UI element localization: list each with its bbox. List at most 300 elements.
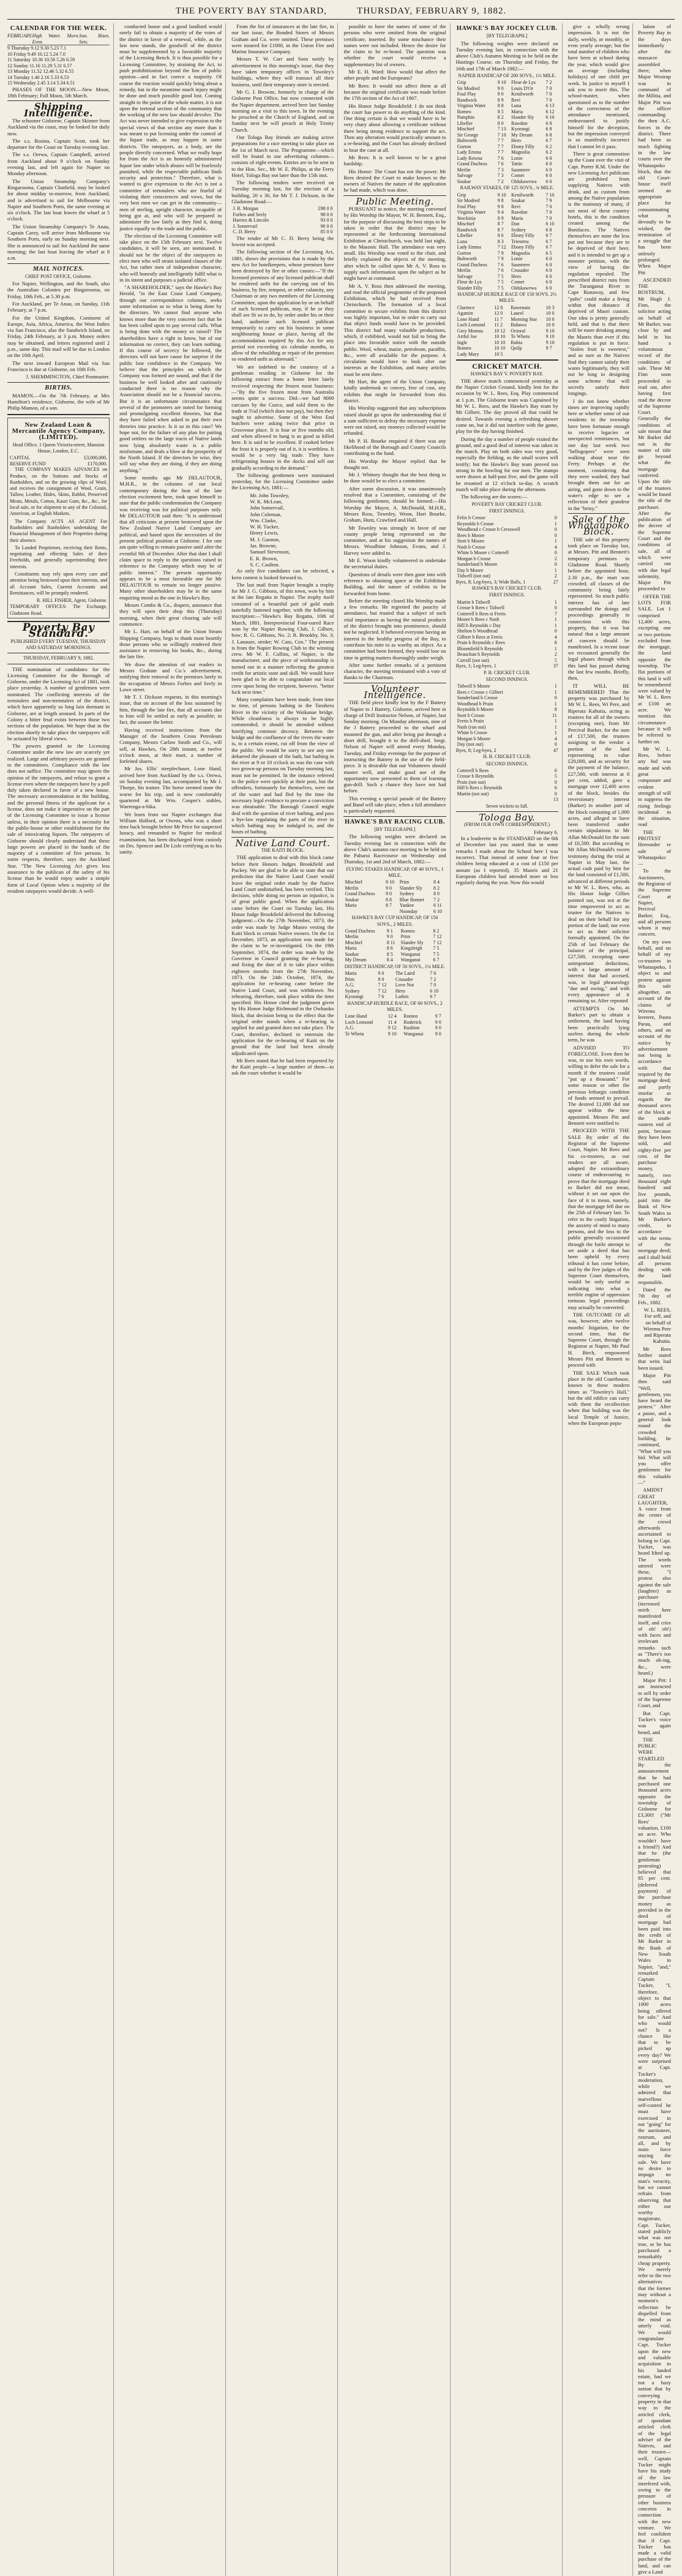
article-para: Many complaints have been made, from time to time, of persons bathing in the Taruheru River in the vicinity of the Waikanae bridge. While cleanliness is always to be highly commended, it should be attended without horrifying common decency. Between the bridge and the confluence of the rivers the water is, to a certain extent, cut off from the view of the public. We would be sorry to see any one debarred the pleasure of the bath, but bathing in the river at 9 or 10 o'clock as was the case with two grown-up persons on Tuesday morning last, must not be permitted. In the instance referred to the police were quickly at their post, but the offenders, fortunately for themselves, were out of the water and had fled by the time the necessary legal evidence to procure a conviction was obtainable. The Borough Council might deal with the question of river bathing, and pass a bye-law regulating the parts of the river in which bathing may be indulged in, and the hours of bathing. bbox=[231, 696, 334, 835]
shipping-item: The s.s. Rosina, Captain Scott, took her departure for the Coast on Tuesday evening last. bbox=[7, 137, 110, 151]
column-6b bbox=[638, 23, 671, 2576]
race-title: NAPIER HANDICAP OF 200 SOVS., 1½ MILE. bbox=[458, 73, 556, 79]
table-cell: Prain (not out) bbox=[457, 779, 486, 785]
table-row bbox=[456, 250, 558, 257]
table-row bbox=[456, 527, 558, 533]
calendar-heading: CALENDAR FOR THE WEEK. bbox=[10, 25, 107, 32]
table-cell: Ingle bbox=[457, 339, 468, 345]
table-row bbox=[456, 204, 558, 210]
table-cell: Comet bbox=[511, 173, 525, 179]
article-para: "A SHAREHOLDER," says the Hawke's Bay Herald, "in the East Coast Land Company, through our correspondence columns, seeks some information as to what is being done by the directors. We cannot find anyone who knows more than the very concrete fact that he has been called upon to pay several calls. What is being done with the money so raised? The shareholders have a right to know, but of our information no correct, they can learn nothing. If this course of secrecy be followed, the directors will not have cause for surprise if the public lose confidence in the Company. We believe that the principles on which the Company was formed are sound, and that if the business be well looked after and cautiously conducted there is no reason why the Association should not be a financial success. But it is an unfortunate circumstance that several of the promoters are noted for forming and promulgating excellent theories, but that they have failed when asked to put their own theories into practice. Is it so in this case? We hope not, for the failure of any plan for putting good settlers on the large tracts of Native lands now lying absolutely waste is a public misfortune, and deals a blow at the prosperity of the North Island. If the directors be wise, they will say what they are doing, if they are doing anything." bbox=[119, 284, 222, 473]
table-row bbox=[456, 322, 558, 328]
column-1 bbox=[7, 23, 114, 2576]
list-item: Mr. John Townley, bbox=[250, 492, 290, 498]
table-cell: Revi bbox=[511, 203, 521, 209]
article-para: But Capt. Tucker's voice was again heard, and bbox=[638, 1710, 671, 1735]
volunteer-heading: Volunteer Intelligence. bbox=[364, 683, 426, 700]
column-6 bbox=[568, 23, 675, 2576]
article-para: Mr Jos. Ellis' steeplechaser, Lone Hand, arrived here from Auckland by the s.s. Orewa, on Sunday evening last, accompanied by Mr J. Thorpe, his trainer. The horse seemed none the worse for his trip, and is now comfortably quartered at Mr Wm. Cooper's stables, Waerenga-a-hika. bbox=[119, 765, 222, 810]
table-cell: Tidwell (not out) bbox=[457, 573, 490, 579]
table-cell: 0 bbox=[554, 779, 557, 785]
table-cell: 10 10 bbox=[494, 339, 506, 345]
calendar-head-sun: Sun. Rises. Sets. bbox=[79, 33, 110, 45]
score-table bbox=[456, 683, 558, 748]
article-para: conducted house and a good landlord would rarely fail to obtain a majority of the votes of the district in favor of a renewal, while, as the law now stands, the goodwill of the district must be supplemented by a favorable majority of the Licensing Bench. It is thus possible for a Licensing Committee, by straining the Act, to push prohibitionism beyond the line of public opinion—and in fact coerce a majority. Of course the reaction would quickly bring about a remedy, but in the meantime much injury might be done and much possible good lost. Coming straight to the point of the whole matter, it is not upon the teetotal section of the community that the working of the new law should devolve. The Act was never intended to give expression to the special views of that section any more than it was meant to put licensing under the control of the liquor trade, as may happen in some districts. The ratepayers, as a body, are the people directly concerned. What we really hope for from the Act is an honestly administered liquor law under which abuses will be fearlessly punished, while the respectable publican finds security and protection." Therefore, what is wanted to give expression to the Act is not a committee of teetotalers who are fearful of violating their consciences and vows, but the very best men we can get in the community—men of sterling, upright character, incapable of being got at, and who will be prepared to administer the law fairly as they find it, doing justice equally to the trade and the public. bbox=[119, 23, 222, 231]
score-table bbox=[456, 599, 558, 664]
table-row bbox=[456, 167, 558, 173]
paper-title: Poverty Bay Standard. bbox=[22, 621, 95, 640]
table-cell: Ebony Filly bbox=[511, 244, 534, 250]
table-cell: Woodhead c Crosse b Cresswell bbox=[457, 527, 520, 533]
table-row bbox=[456, 179, 558, 185]
table-row: A.G. 7 12 Love Not 7 0 bbox=[345, 982, 437, 988]
total: 47 bbox=[553, 747, 558, 753]
article-para: Before the meeting closed His Worship made a few remarks. He regretted the paucity of attendance, but trusted that a subject of such vital importance as having the natural products of the district brought into prominence, should not be neglected. It behoved everyone having an interest in the healthy progress of the Bay, to contribute his mite to as worthy an object. As a committee had been formed, they would lose no time in getting matters thoroughly under weigh. bbox=[343, 597, 446, 661]
table-row bbox=[456, 550, 558, 556]
table-cell: 6 8 bbox=[545, 132, 552, 138]
article-para: We learn from our Napier exchanges that William Halford, or Owens, who was a short time back brought before Mr Price for suspected lunacy, and remanded to Napier for medical examination, has been discharged from custody on Drs. Spencer and De Lisle certifying as to his sanity. bbox=[119, 811, 222, 855]
table-cell: Nash (run out) bbox=[457, 724, 486, 730]
table-row bbox=[456, 233, 558, 239]
article-para: Mr W. L. Rees, before any bid was made and with great composure and evident strength of will to suppress the rising feelings incidental to the situation, read bbox=[638, 745, 671, 828]
table-row bbox=[456, 351, 558, 358]
list-item: M. J. Gannon, bbox=[250, 536, 280, 543]
article-para: PURSUANT to notice, the meeting convened by His Worship the Mayor, W. H. Bennett, Esq., for the purpose of discussing the best steps to be taken in order that the district may be represented at the forthcoming International Exhibition at Christchurch, was held last night, in the Masonic Hall. The attendance was very small. His Worship was voted to the chair, and briefly explained the objects of the meeting, after which he called upon Mr A. V. Ross to supply such information upon the subject as he might have at command. bbox=[343, 206, 446, 282]
article-para: The following section of the Licensing Act, 1881, shows the provisions that is made by the new Act for hotelkeepers, whose premises have been destroyed by fire or other causes:—"If the licensed premises of any licensed publican shall be rendered unfit for the carrying out of his business, by fire, tempest, or other calamity, any Chairman or any two members of the Licensing Committee, upon the application by or on behalf of such licensed publican, may, if he or they shall see fit so to do, by order under his or their hand, authorize such licensed publican temporarily to carry on his business in some neighbouring house or place, having all the accommodation required by this Act for any period not exceeding six calendar months, to allow of the rebuilding or repair of the premises so rendered unfit as aforesaid." bbox=[231, 249, 334, 362]
table-cell: Te Whetu bbox=[511, 334, 530, 340]
table-cell: Stockinia bbox=[457, 215, 476, 221]
article-para: Mr Rees further stated that writs had been issued. bbox=[638, 1345, 671, 1371]
table-row bbox=[456, 305, 558, 311]
article-para: ADVISED TO FORECLOSE. Even then he was, to use his own words, willing to defer the sale for a month if the trustees could "put up a thousand." For some reason or other the previous lethargic condition of funds seemed to prevail. The desired £1,000 did not appear within the time appointed. Messrs Pitt and Bennett were notified to bbox=[568, 1044, 630, 1127]
table-cell: 9 4 bbox=[497, 209, 504, 216]
table-row: Mischief 8 11 Slander Sly 7 12 bbox=[345, 939, 442, 945]
table-cell: 9 8 bbox=[497, 198, 504, 204]
table-cell: 7 12 bbox=[497, 244, 506, 250]
innings-title: HAWKE'S BAY CRICKET CLUB. bbox=[472, 585, 542, 591]
table-row: Merlin 9 0 Slander Sly 8 2 bbox=[345, 885, 440, 891]
list-item: E. K. Brown, bbox=[250, 555, 278, 561]
table-cell: Grand Duchess bbox=[457, 261, 487, 268]
table-cell: Romeo bbox=[457, 345, 471, 351]
table-cell: 6 0 bbox=[545, 273, 552, 279]
table-cell bbox=[545, 351, 558, 358]
table-cell: 7 0 bbox=[545, 209, 552, 216]
list-item: W. K. McLean, bbox=[250, 498, 283, 505]
table-cell: Revi bbox=[511, 97, 521, 103]
table-cell: Foul Play bbox=[457, 203, 476, 209]
table-row bbox=[456, 144, 558, 150]
table-cell: 6 0 bbox=[545, 279, 552, 285]
race-title: HAWKE'S BAY CUP HANDICAP, OF 150 SOVS., 2 MILES. bbox=[351, 915, 438, 927]
table-cell: 1 bbox=[554, 617, 557, 623]
article-para: Messrs Combs & Co., drapers, announce that they will open their shop this (Thursday) morning, when their great clearing sale will commence. bbox=[119, 602, 222, 627]
table-row: Lone Hand 12 4 Romeo 9 7 bbox=[345, 1013, 441, 1020]
race-title: DISTRICT HANDICAP, OF 50 SOVS., 1¼ MILE. bbox=[344, 963, 446, 969]
table-cell: Bultworth bbox=[457, 256, 478, 262]
table-cell: 7 9 bbox=[497, 250, 504, 256]
table-cell: Grip bbox=[457, 80, 467, 86]
table-cell: 7 6 bbox=[497, 261, 504, 268]
table-row: A.G. 9 12 Rushine 9 0 bbox=[345, 1025, 441, 1031]
table-row: J. R. Morgan £98 0 0 bbox=[233, 206, 333, 212]
table-cell: Agamin bbox=[457, 310, 473, 317]
table-cell: 6 7 bbox=[545, 244, 552, 250]
article-para: On my own behalf, and on behalf of my co-trustees in Whataupoko, I object to and protest against this sale altogether, on account of the claims of Wiremu Ieretere, Paora Parau, and others, and on account of the notice by advertisement not being in accordance with that required by the mortgage deed; and partly insofar as regards the thousand acres of the block at the south-eastern end of point, because they have been sold, and eighty-five per cent. of the purchase money, namely, two thousand eight hundred and five pounds, paid into the Bank of New South Wales to Mr Barker's credit, in accordance with the terms of the mortgage deed; and I shall hold all persons dealing with the land responsible. bbox=[638, 938, 671, 1285]
table-row bbox=[456, 611, 558, 617]
table-cell: Prain b Reynolds c Rees bbox=[457, 640, 505, 646]
table-row bbox=[456, 652, 558, 658]
table-cell: 6 0 bbox=[545, 178, 552, 184]
article-para: His Honor: The Court has not the power. Mr Rees desired the Court to make known to the owners of Natives the nature of the application he had made, which was done. bbox=[343, 168, 446, 193]
table-cell: Martin (not out) bbox=[457, 790, 489, 797]
cricket-sub: HAWKE'S BAY V. POVERTY BAY. bbox=[470, 370, 544, 377]
table-cell: 7 10 bbox=[545, 192, 555, 198]
table-cell: 0 bbox=[554, 790, 557, 797]
table-cell: Luna bbox=[511, 103, 522, 109]
table-cell: 6 2 bbox=[545, 149, 552, 156]
table-row bbox=[456, 538, 558, 544]
column-6a bbox=[568, 23, 633, 2576]
table-cell: Lady Mary bbox=[457, 351, 479, 357]
table-row bbox=[456, 599, 558, 606]
table-row bbox=[456, 521, 558, 527]
article-para: THE above match commenced yesterday at the Napier Cricket Ground, kindly lent for the occasion by W. L. Rees, Esq. Play commenced at 1 p.m. The Gisborne team was Captained by Mr W. L. Rees, and the Hawke's Bay team by Mr Gilbert. The day proved all that could be desired. Towards evening a refreshing shower came on, but it did not interfere with the game, play for the day having finished. bbox=[455, 377, 558, 435]
table-cell: Maria bbox=[511, 108, 523, 115]
article-para: The following weights were declared on Tuesday evening last in connection with the above Club's autumn race meeting to be held on the Paharui Racecourse on Wednesday and Thursday, 1st and 2nd of March, 1882:— bbox=[343, 833, 446, 865]
table-row bbox=[456, 730, 558, 736]
race-title: FLYING STAKES HANDICAP, OF 40 SOVS., 1 MILE. bbox=[346, 866, 444, 878]
table-row bbox=[456, 256, 558, 262]
table-cell: 9 0 bbox=[497, 91, 504, 97]
shipping-item: The schooner Gisborne, Captain Skinner from Auckland via the coast, may be looked for daily now. bbox=[7, 117, 110, 137]
table-cell: Dan bbox=[511, 221, 520, 227]
table-cell: Tidwell b Moore bbox=[457, 683, 490, 689]
hb-jockey-sub: [BY TELEGRAPH.] bbox=[486, 33, 528, 39]
table-cell: 4 bbox=[554, 544, 557, 550]
table-cell: Moore b Rees c Nash bbox=[457, 617, 500, 623]
tenders-table bbox=[231, 206, 334, 235]
column-2 bbox=[119, 23, 226, 2576]
article-para: Major Pitt: I am instructed to sell by order of the Supreme Court, and bbox=[638, 1677, 671, 1709]
table-row: Grand Duchess 9 1 Romeo 8 2 bbox=[345, 928, 440, 934]
table-row bbox=[456, 268, 558, 274]
table-row bbox=[456, 736, 558, 742]
article-para: From the list of insurances at the late fire, in our last issue, the Bonded Stores of Messrs Graham and Co. were omitted. These premises were insured for £1000, in the Union Fire and Marine Insurance Company. bbox=[231, 23, 334, 55]
table-cell: 1 bbox=[554, 724, 557, 730]
tologa-sub: (FROM OUR OWN CORRESPONDENT.) bbox=[464, 822, 550, 828]
table-cell: Sir Modred bbox=[457, 198, 480, 204]
article-para: The following tenders were received on Tuesday morning last, for the erection of a building, 20 x 30, for Mr T. J. Dickson, in the Gladstone Road:— bbox=[231, 179, 334, 205]
table-row bbox=[456, 340, 558, 346]
table-cell: 7 0 bbox=[545, 85, 552, 91]
article-para: Dated the 7th day of Feb., 1882. bbox=[638, 1286, 671, 1305]
table-cell: 9 10 bbox=[545, 334, 555, 340]
table-cell: 6 0 bbox=[545, 167, 552, 173]
score-table bbox=[456, 515, 558, 579]
table-cell: Artful Joe bbox=[457, 334, 477, 340]
table-row bbox=[456, 121, 558, 127]
table-row bbox=[456, 605, 558, 611]
table-cell: 4 bbox=[554, 735, 557, 742]
article-para: To the Auctioneers, the Registrar of the Supreme Court at Napier, Percival Barker, Esq., and all persons whom it may concern. bbox=[638, 868, 671, 937]
table-cell: Libeller bbox=[457, 120, 473, 126]
table-row bbox=[456, 742, 558, 748]
leader-para: THE nomination of candidates for the Licensing Committee for the Borough of Gisborne, under the Licensing Act of 1881, took place yesterday. A number of gentlemen were nominated. The conflicting interests of the teetotalers and non-teetotalers of the district, which have apparently so long lain dormant in Gisborne, are at length aroused. In parts of the Colony a bitter feud exists between those two sections of the population. We hope that in the election shortly to take place the ratepayers will be actuated by liberal views. bbox=[7, 666, 110, 742]
table-cell: 8 5 bbox=[497, 108, 504, 115]
table-cell: Maria bbox=[511, 215, 523, 221]
table-row: Grand Duchess 9 0 Sydney 8 0 bbox=[345, 891, 440, 897]
table-cell: 6 2 bbox=[545, 143, 552, 149]
moon-phases: PHASES OF THE MOON.—New Moon, 18th February; Full Moon, 5th March. bbox=[7, 86, 110, 99]
table-cell: Ebony Filly bbox=[511, 233, 534, 239]
table-cell: Laurel bbox=[511, 310, 524, 317]
table-cell: 7 13 bbox=[497, 126, 506, 132]
table-cell: 7 3 bbox=[497, 167, 504, 173]
table-cell: 7 3 bbox=[497, 173, 504, 179]
table-cell: Hero bbox=[511, 273, 521, 279]
article-para: After some discussion, it was unanimously resolved that a Committee, consisting of the following gentlemen, should be formed:—His Worship the Mayor, A. McDonald, M.H.R., Messrs Ross, Townley, Woon, Hart Bourke, Graham, Hunt, Crawford and Hall. bbox=[343, 485, 446, 524]
table-cell: 0 bbox=[554, 532, 557, 538]
table-row bbox=[456, 192, 558, 198]
column-5 bbox=[456, 23, 563, 2576]
table-row bbox=[456, 156, 558, 162]
calendar-row: 9 Thursday 9.12 9.30 5.23 7.1 bbox=[7, 45, 67, 51]
table-row bbox=[456, 285, 558, 291]
table-cell: Magnolia bbox=[511, 149, 530, 156]
article-para: THE OUTCOME Of all was, however, after twelve months' litigation, for the second time, that the Supreme Court, through the Registrar at Napier, Mr Paul H. Birch, empowered Messrs Pitt and Bennett to proceed with bbox=[568, 1311, 630, 1369]
table-cell: 6 0 bbox=[545, 173, 552, 179]
table-cell: Magnolia bbox=[511, 250, 530, 256]
table-cell: 6 7 bbox=[545, 138, 552, 144]
table-cell: Shelton b Woodhead bbox=[457, 628, 498, 634]
article-para: I do not know whether times are improving rapidly here or whether some of our residents in the township have been fortunate enough to receive legacies or unexpected remittances, but one day last week two "bellogopers" were seen walking about near the Ferry. Perhaps at the moment, considering that they were washed, they had brought them out for an airing, and gone down to the water's edge to see a reflection of their grandeur in the "briny." bbox=[568, 397, 630, 511]
table-cell: 6 0 bbox=[545, 161, 552, 167]
shipping-heading: Shipping Intelligence. bbox=[24, 101, 93, 119]
weights-table bbox=[343, 928, 446, 963]
table-cell: 4 bbox=[554, 634, 557, 640]
table-cell: 9 10 bbox=[497, 192, 506, 198]
public-meeting-heading: Public Meeting. bbox=[356, 195, 434, 207]
table-cell: 7 bbox=[554, 610, 557, 617]
table-cell: Mischief bbox=[457, 221, 475, 227]
weights-table bbox=[343, 1013, 446, 1037]
mail-item: For Auckland, per Te Anau, on Sunday, 11th February, at 7 p.m. bbox=[7, 301, 110, 314]
mail-sub: CHIEF POST OFFICE, Gisborne. bbox=[24, 273, 92, 279]
table-row bbox=[456, 310, 558, 317]
table-cell: Luna bbox=[457, 238, 468, 244]
table-row bbox=[456, 646, 558, 652]
article-para: After some further remarks of a pertinent character, the meeting terminated with a vote of thanks to the Chairman. bbox=[343, 661, 446, 681]
table-cell: 7 0 bbox=[545, 91, 552, 97]
table-cell: 7 5 bbox=[497, 273, 504, 279]
article-para: Mr J. Whitney thought that the best thing to be done would be to elect a committee. bbox=[343, 471, 446, 484]
weights-table bbox=[456, 192, 558, 291]
table-cell: Ferris b Prain bbox=[457, 718, 484, 724]
table-cell: 7 5 bbox=[497, 279, 504, 285]
table-cell: Slander Filly bbox=[457, 285, 483, 291]
mail-heading: MAIL NOTICES. bbox=[32, 265, 84, 272]
table-cell: 10 0 bbox=[545, 322, 555, 328]
table-row bbox=[456, 239, 558, 245]
capital-label: CAPITAL bbox=[10, 455, 31, 461]
article-para: Mr Hart, the agent of the Union Company, kindly undertook to convey, free of cost, any exhibits that might be forwarded from this district. bbox=[343, 378, 446, 404]
table-cell: Bultworth bbox=[457, 138, 478, 144]
article-para: lation of Poverty Bay in the days immediately after the massacre assembled there; when Major Westrup was in command of the Militia, and Major Pitt was the officer commanding the then A.C. forces in the district. There had been so much fighting in the law courts over the Whataupoko block, that the old Court-house itself seemed an appropriate place for consummating what is devoutly to be wished, the termination of a struggle that has been unlessly prolonged. When Major Pitt bbox=[638, 23, 671, 276]
table-cell: 12 0 bbox=[494, 310, 503, 317]
table-row bbox=[456, 556, 558, 562]
table-row bbox=[456, 623, 558, 629]
table-cell: Sunderland b Crosse bbox=[457, 695, 498, 701]
table-cell: Rawenata bbox=[511, 304, 530, 310]
table-cell: Randwick bbox=[457, 227, 478, 233]
mail-signature: J. SHEMMINGTON, Chief Postmaster. bbox=[26, 374, 110, 380]
list-item: Samuel Stevenson, bbox=[250, 549, 290, 555]
table-cell: 6 7 bbox=[545, 238, 552, 244]
table-cell: 7 2 bbox=[497, 178, 504, 184]
table-cell: Gilbert b Rees st Ferris bbox=[457, 634, 503, 640]
table-row bbox=[456, 221, 558, 227]
native-land-court-sub: THE KAITI BLOCK. bbox=[261, 847, 305, 854]
temporary-offices: TEMPORARY OFFICES: The Exchange, Gladstone Road. bbox=[10, 604, 108, 616]
table-cell: Octoral bbox=[511, 328, 526, 334]
table-cell: 10 5 bbox=[494, 351, 503, 357]
table-row: Merlin 9 0 Prim 7 12 bbox=[345, 934, 442, 940]
table-cell: Mischief bbox=[457, 126, 475, 132]
table-row: Prim 8 0 Crusader 7 2 bbox=[345, 976, 437, 982]
article-para: The election of the Licensing Committee will take place on the 15th February next. Twelve candidates, it will be seen, are nominated. It should not be the object of the ratepayers to elect men who will strain isolated clauses of the Act, but rather men of independent character, who will honestly and intelligently fulfil what is in its intent and purposes a judicial office. bbox=[119, 232, 222, 283]
table-cell: 7 9 bbox=[545, 198, 552, 204]
table-cell: 1 bbox=[554, 700, 557, 707]
table-cell: 7 0 bbox=[545, 97, 552, 103]
table-cell: Rees c Crosse c Gilbert bbox=[457, 689, 503, 695]
table-cell: 8 9 bbox=[497, 97, 504, 103]
table-cell: 6 13 bbox=[545, 103, 555, 109]
table-cell: Rawdon bbox=[511, 209, 528, 216]
shipping-item: The Union Steamship Company's Ringarooma, Captain Chatfield, may be looked for about midday to-morrow, from Auckland, and is advertised to sail for Melbourne via Napier and Southern Ports, the same evening at six o'clock. The last boat leaves the wharf at 5 o'clock. bbox=[7, 178, 110, 222]
table-row bbox=[456, 317, 558, 323]
table-row bbox=[456, 274, 558, 280]
table-row bbox=[456, 80, 558, 86]
table-cell: 7 6 bbox=[497, 155, 504, 161]
nzloan-signature: R. HILL FISHER, Agent, Gisborne. bbox=[36, 598, 108, 604]
table-cell: 6 0 bbox=[545, 256, 552, 262]
table-cell: Fleur de Lys bbox=[511, 80, 536, 86]
table-row bbox=[456, 86, 558, 92]
table-cell: Day (not out) bbox=[457, 742, 484, 748]
calendar-row: 13 Monday 11.52 12.46 5.32 6.55 bbox=[7, 69, 74, 75]
innings-sub: SECOND INNINGS. bbox=[485, 676, 528, 682]
table-cell: 9 8 bbox=[497, 203, 504, 209]
table-row bbox=[456, 109, 558, 115]
table-cell: 7 7 bbox=[497, 149, 504, 156]
table-row bbox=[456, 334, 558, 340]
table-row: Maria 9 0 The Laird 7 6 bbox=[345, 971, 437, 977]
table-row bbox=[456, 209, 558, 216]
hb-racing-sub: [BY TELEGRAPH.] bbox=[374, 826, 416, 832]
table-cell: Saunterer bbox=[511, 167, 530, 173]
table-cell: 7 7 bbox=[497, 138, 504, 144]
table-row: Sydney 7 12 Hero 6 10 bbox=[345, 988, 439, 994]
table-row: C. D. Berry 85 0 0 bbox=[233, 229, 333, 235]
table-row bbox=[456, 573, 558, 579]
article-para: THE PUBLIC WERE STARTLED By the announcement that he had purchased one thousand acres opposite the township of Gisborne for £3,300! ("Mr Rees' valuation, £100 an acre. Who wouldn't have a friend?) And that he (the gentleman protesting) believed that 85 per cent. (deferred payment) of the purchase money as provided in the deed of mortgage had been paid into the credit of Mr Barker in the Bank of New South Wales in Napier, "and," remarked Captain Tucker, "I, therefore, object to that 1000 acres being offered for sale." And who would not? Is a chance like that to be picked up every day? We were surprised at Capt. Tucker's moderation, while we admired that marvellous self-control he must have exercised in not "going" for the auctioneer, rostrum, and all, and by main force staying the sale. We have no desire to impugn no man's veracity, but we cannot refrain from observing that either our worthy magistrate, Capt. Tucker, stated publicly what was not true, or he has purchased a remarkably cheap property. We merely refer to the two alternatives that the former may without a moment's reflection be dispelled from the mind as utterly void. We would congratulate Capt. Tucker upon the new and valuable acquisition to his landed estate, had we not a hazy notion that by conveying property in that way to the articled clerk, of quondam articled clerk of the legal adviser of the Natives, and their trustee—well, Captain Tucker might have his study of the law interfered with, owing to the pressure of other business concerns in connection with the new venture. We feel confident that if Capt. Tucker has made a valid purchase of the land, and can give a Land bbox=[638, 1736, 671, 2575]
total: 27 bbox=[553, 579, 558, 585]
table-row bbox=[456, 561, 558, 568]
list-item: S. C. Caulton. bbox=[250, 561, 280, 568]
nzloan-para: THE COMPANY MAKES ADVANCES on Produce, on the Stations and Stocks of Runholders, and on the growing clips of Wool, and receives the consignment of Wool, Grain, Tallow, Leather, Hides, Skins, Rabbit, Preserved Meats, Metals, Cotton, Kauri Gum, &c., &c., for local sale, or for shipment to any of the Colonial, American, or English Markets. bbox=[10, 467, 108, 517]
article-para: W. L. REES, For self, and on behalf of Wiremu Pere and Riperata Kahutia. bbox=[643, 1306, 671, 1345]
table-cell: Rawdon bbox=[511, 120, 528, 126]
table-cell: Triestreu bbox=[511, 238, 529, 244]
nzloan-advert bbox=[7, 418, 110, 618]
article-para: We draw the attention of our readers to Messrs Graham and Co.'s advertisement, notifying their removal to the premises lately in the occupation of Messrs Forbes and Seely in Lowe street. bbox=[119, 661, 222, 693]
table-cell: Day b Moore bbox=[457, 567, 484, 573]
table-cell: Lady Emma bbox=[457, 244, 481, 250]
table-row bbox=[456, 262, 558, 268]
table-cell: 7 6 bbox=[497, 161, 504, 167]
table-cell: Lonie bbox=[511, 155, 523, 161]
calendar-row: 15 Wednesday 2.45 3.14 5.34 6.51 bbox=[7, 80, 75, 86]
table-cell: Gorton bbox=[457, 250, 471, 256]
table-row bbox=[456, 149, 558, 156]
table-cell: 0 bbox=[554, 767, 557, 773]
table-cell: Cotterell b Rees st Ferris bbox=[457, 610, 506, 617]
table-cell: Merlin bbox=[457, 268, 471, 274]
mail-item: For Napier, Wellington, and the South, also the Australian Colonies per Ringarooma, on Friday, 10th Feb., at 5.30 p.m. bbox=[7, 280, 110, 299]
mail-item: For the United Kingdom, Continent of Europe, Asia, Africa, America, the West Indies via San Francisco, also the Sandwich Island, on Friday, 24th February, at 3 p.m. Money orders may be obtained, and letters registered until 2 p.m., same day. This mail will be due in London on the 10th April. bbox=[7, 314, 110, 359]
table-cell: 0 bbox=[554, 628, 557, 634]
table-cell: Sir George bbox=[457, 132, 479, 138]
table-cell: 11 7 bbox=[494, 316, 503, 322]
article-para: THE SALE Which took place in the old Courthouse, known in these modern times as "Townley's Hall," but the old edifice can carry with them the recollection when that building was the local Temple of Justice, when the European popu- bbox=[568, 1369, 630, 1427]
article-para: Questions of details were then gone into with reference to obtaining space at the Exhibition Building, and the nature of exhibits to be forwarded from home. bbox=[343, 571, 446, 596]
capital-value: £3,000,000. bbox=[84, 455, 108, 461]
article-para: Messrs T. W. Carr and Sons notify by advertisement in this morning's issue, that they have taken temporary offices in Townley's buildings, where they will transact all their business, until their temporary store is erected. bbox=[231, 56, 334, 88]
table-cell: Grip bbox=[457, 192, 467, 198]
score-table bbox=[456, 768, 558, 797]
table-cell: Rubia bbox=[511, 339, 523, 345]
extras: Byes, 8; Leg-byes, 2 bbox=[455, 747, 497, 753]
table-cell: Gorton bbox=[457, 143, 471, 149]
table-cell: 0 bbox=[554, 527, 557, 533]
article-para: THE PROTEST Hereunder re sale of Whataupoko:— bbox=[638, 828, 671, 867]
article-para: THE field piece kindly lent by the F Battery of Napier to J Battery, Gisborne, arrived here in charge of Drill Instructor Nelson, of Napier, last Sunday morning. On Monday afternoon, nine of the J Battery proceeded to the wharf and mounted the gun, and after being put through a short drill, brought it to the drill-shed. Sergt. Nelson of Napier will attend every Monday, Tuesday, and Friday evenings for the purpose of instructing the Battery in the use of the field-piece. It is desirable that our Volunteers should muster well, and make good use of the opportunity now presented to them of learning gun-drill. Such a chance they have not had before. bbox=[343, 699, 446, 794]
article-para: AMIDST GREAT LAUGHTER, A voice from the centre of the crowd afterwards ascertained to belong to Capt. Tucker, was heard lifted up. The words uttered were these, "I protest also against the sale (laughter) as purchaser (increased mirth here manifested itself, and cries of oh! oh!) with faces and irrelevant remarks such as "There's too much oh-ing, &c., were heard.) bbox=[638, 1487, 671, 1676]
table-cell: Stott b Moore bbox=[457, 538, 485, 544]
list-item: W. H. Tucker, bbox=[250, 524, 280, 530]
table-cell: Romeo bbox=[457, 108, 471, 115]
table-row bbox=[456, 328, 558, 334]
masthead-date: THURSDAY, FEBRUARY 9, 1882. bbox=[357, 6, 507, 16]
article-para: THE sale of this property took place on Tuesday last, at Messrs. Pitt and Bennett's temporary premises in Gladstone Road. Shortly before the appointed hour, 2.30 p.m., the mart was crowded, all classes of the community being fairly represented. So much public interest has of late surrounded the doings and proceedings generally in connection with this property, that it was but natural that a large amount of concern should be manifested. In a recent issue we recounted generally the legal phases through which this land has passed during the last few months. Briefly, then, bbox=[568, 536, 630, 682]
table-row bbox=[456, 713, 558, 719]
table-cell: 9 7 bbox=[545, 345, 552, 351]
table-row bbox=[456, 544, 558, 550]
article-para: Our Tologa Bay friends are making active preparations for a race meeting to take place on the 1st of March next. The Programme—which will be found in our advertising columns—consists of eight events. Entries are to be sent in to the Hon. Sec., Mr W. E. Philips, at the Ferry Hotel, Tologa Bay not later than the 15th inst. bbox=[231, 134, 334, 178]
article-para: Mr Rees: It is well known to be a great hardship. bbox=[343, 154, 446, 167]
table-cell: 10 0 bbox=[545, 316, 555, 322]
table-cell: 10 0 bbox=[545, 310, 555, 317]
table-cell: Lady Rowna bbox=[457, 155, 482, 161]
table-cell: 6 0 bbox=[545, 285, 552, 291]
table-cell: 7 5 bbox=[497, 285, 504, 291]
table-cell: Kenilworth bbox=[511, 192, 534, 198]
innings-sub: FIRST INNINGS. bbox=[489, 592, 525, 598]
innings-title: H. B. CRICKET CLUB. bbox=[482, 754, 531, 760]
table-row bbox=[456, 533, 558, 539]
column-4 bbox=[343, 23, 450, 2576]
